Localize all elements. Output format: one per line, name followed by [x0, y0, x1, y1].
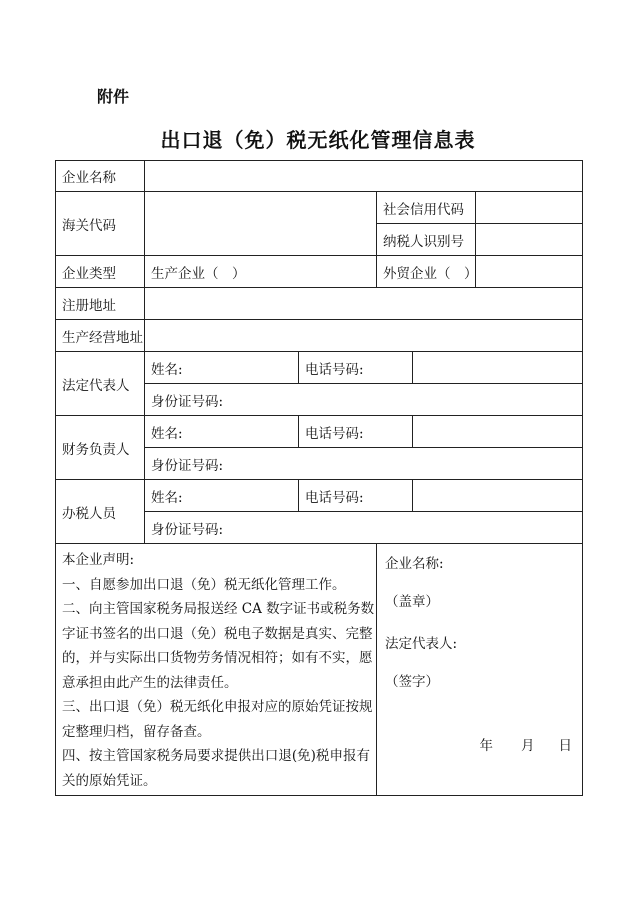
legal-rep-label: 法定代表人 — [56, 352, 145, 416]
info-form-table — [55, 160, 583, 796]
legal-rep-name-field[interactable]: 姓名: — [145, 352, 299, 384]
reg-address-label: 注册地址 — [56, 288, 145, 320]
tax-staff-id-field[interactable]: 身份证号码: — [145, 512, 583, 544]
declaration-line: 意承担由此产生的法律责任。 — [62, 674, 238, 691]
tax-staff-name-field[interactable]: 姓名: — [145, 480, 299, 512]
finance-phone-field[interactable] — [413, 416, 583, 448]
declaration-line: 的，并与实际出口货物劳务情况相符；如有不实，愿 — [62, 650, 373, 666]
legal-rep-id-field[interactable]: 身份证号码: — [145, 384, 583, 416]
tax-staff-label: 办税人员 — [56, 480, 145, 544]
finance-id-field[interactable]: 身份证号码: — [145, 448, 583, 480]
social-credit-label: 社会信用代码 — [377, 192, 476, 223]
biz-address-field[interactable] — [145, 320, 583, 352]
social-credit-cell — [377, 192, 583, 224]
declaration-line: 字证书签名的出口退（免）税电子数据是真实、完整 — [62, 625, 373, 642]
trade-enterprise-option[interactable]: 外贸企业（ ） — [377, 256, 476, 287]
tax-staff-phone-field[interactable] — [413, 480, 583, 512]
date-line[interactable] — [480, 734, 573, 754]
declaration-line: 二、向主管国家税务局报送经 CA 数字证书或税务数 — [62, 601, 375, 617]
finance-label: 财务负责人 — [56, 416, 145, 480]
legal-rep-phone-field[interactable] — [413, 352, 583, 384]
trade-enterprise-cell — [377, 256, 583, 288]
taxpayer-id-field[interactable] — [476, 224, 582, 255]
legal-rep-phone-label: 电话号码: — [299, 352, 413, 384]
customs-code-field[interactable] — [145, 192, 377, 256]
signature-cell — [377, 544, 583, 796]
month-label: 月 — [521, 738, 535, 754]
company-name-label: 企业名称 — [56, 161, 145, 192]
declaration-line: 四、按主管国家税务局要求提供出口退(免)税申报有 — [62, 748, 370, 764]
taxpayer-id-label: 纳税人识别号 — [377, 224, 476, 255]
declaration-line: 定整理归档，留存备查。 — [62, 723, 211, 740]
declaration-line: 关的原始凭证。 — [62, 772, 157, 789]
customs-code-label: 海关代码 — [56, 192, 145, 256]
company-type-label: 企业类型 — [56, 256, 145, 288]
finance-name-field[interactable]: 姓名: — [145, 416, 299, 448]
seal-label[interactable]: （盖章） — [385, 594, 439, 610]
attachment-label: 附件 — [97, 87, 130, 106]
tax-staff-phone-label: 电话号码: — [299, 480, 413, 512]
sign-label[interactable]: （签字） — [385, 674, 439, 690]
trade-enterprise-blank — [476, 256, 582, 287]
declaration-cell — [56, 544, 377, 796]
social-credit-field[interactable] — [476, 192, 582, 223]
declaration-line: 一、自愿参加出口退（免）税无纸化管理工作。 — [62, 576, 346, 593]
production-enterprise-option[interactable]: 生产企业（ ） — [145, 256, 377, 288]
signature-legal-rep-label: 法定代表人: — [385, 636, 458, 652]
biz-address-label: 生产经营地址 — [56, 320, 145, 352]
form-title: 出口退（免）税无纸化管理信息表 — [160, 128, 476, 152]
finance-phone-label: 电话号码: — [299, 416, 413, 448]
signature-company-label: 企业名称: — [385, 556, 444, 572]
declaration-line: 三、出口退（免）税无纸化申报对应的原始凭证按规 — [62, 699, 373, 715]
day-label: 日 — [558, 738, 572, 754]
year-label: 年 — [479, 738, 493, 754]
reg-address-field[interactable] — [145, 288, 583, 320]
declaration-line: 本企业声明: — [62, 552, 135, 568]
taxpayer-id-cell — [377, 224, 583, 256]
company-name-field[interactable] — [145, 161, 583, 192]
